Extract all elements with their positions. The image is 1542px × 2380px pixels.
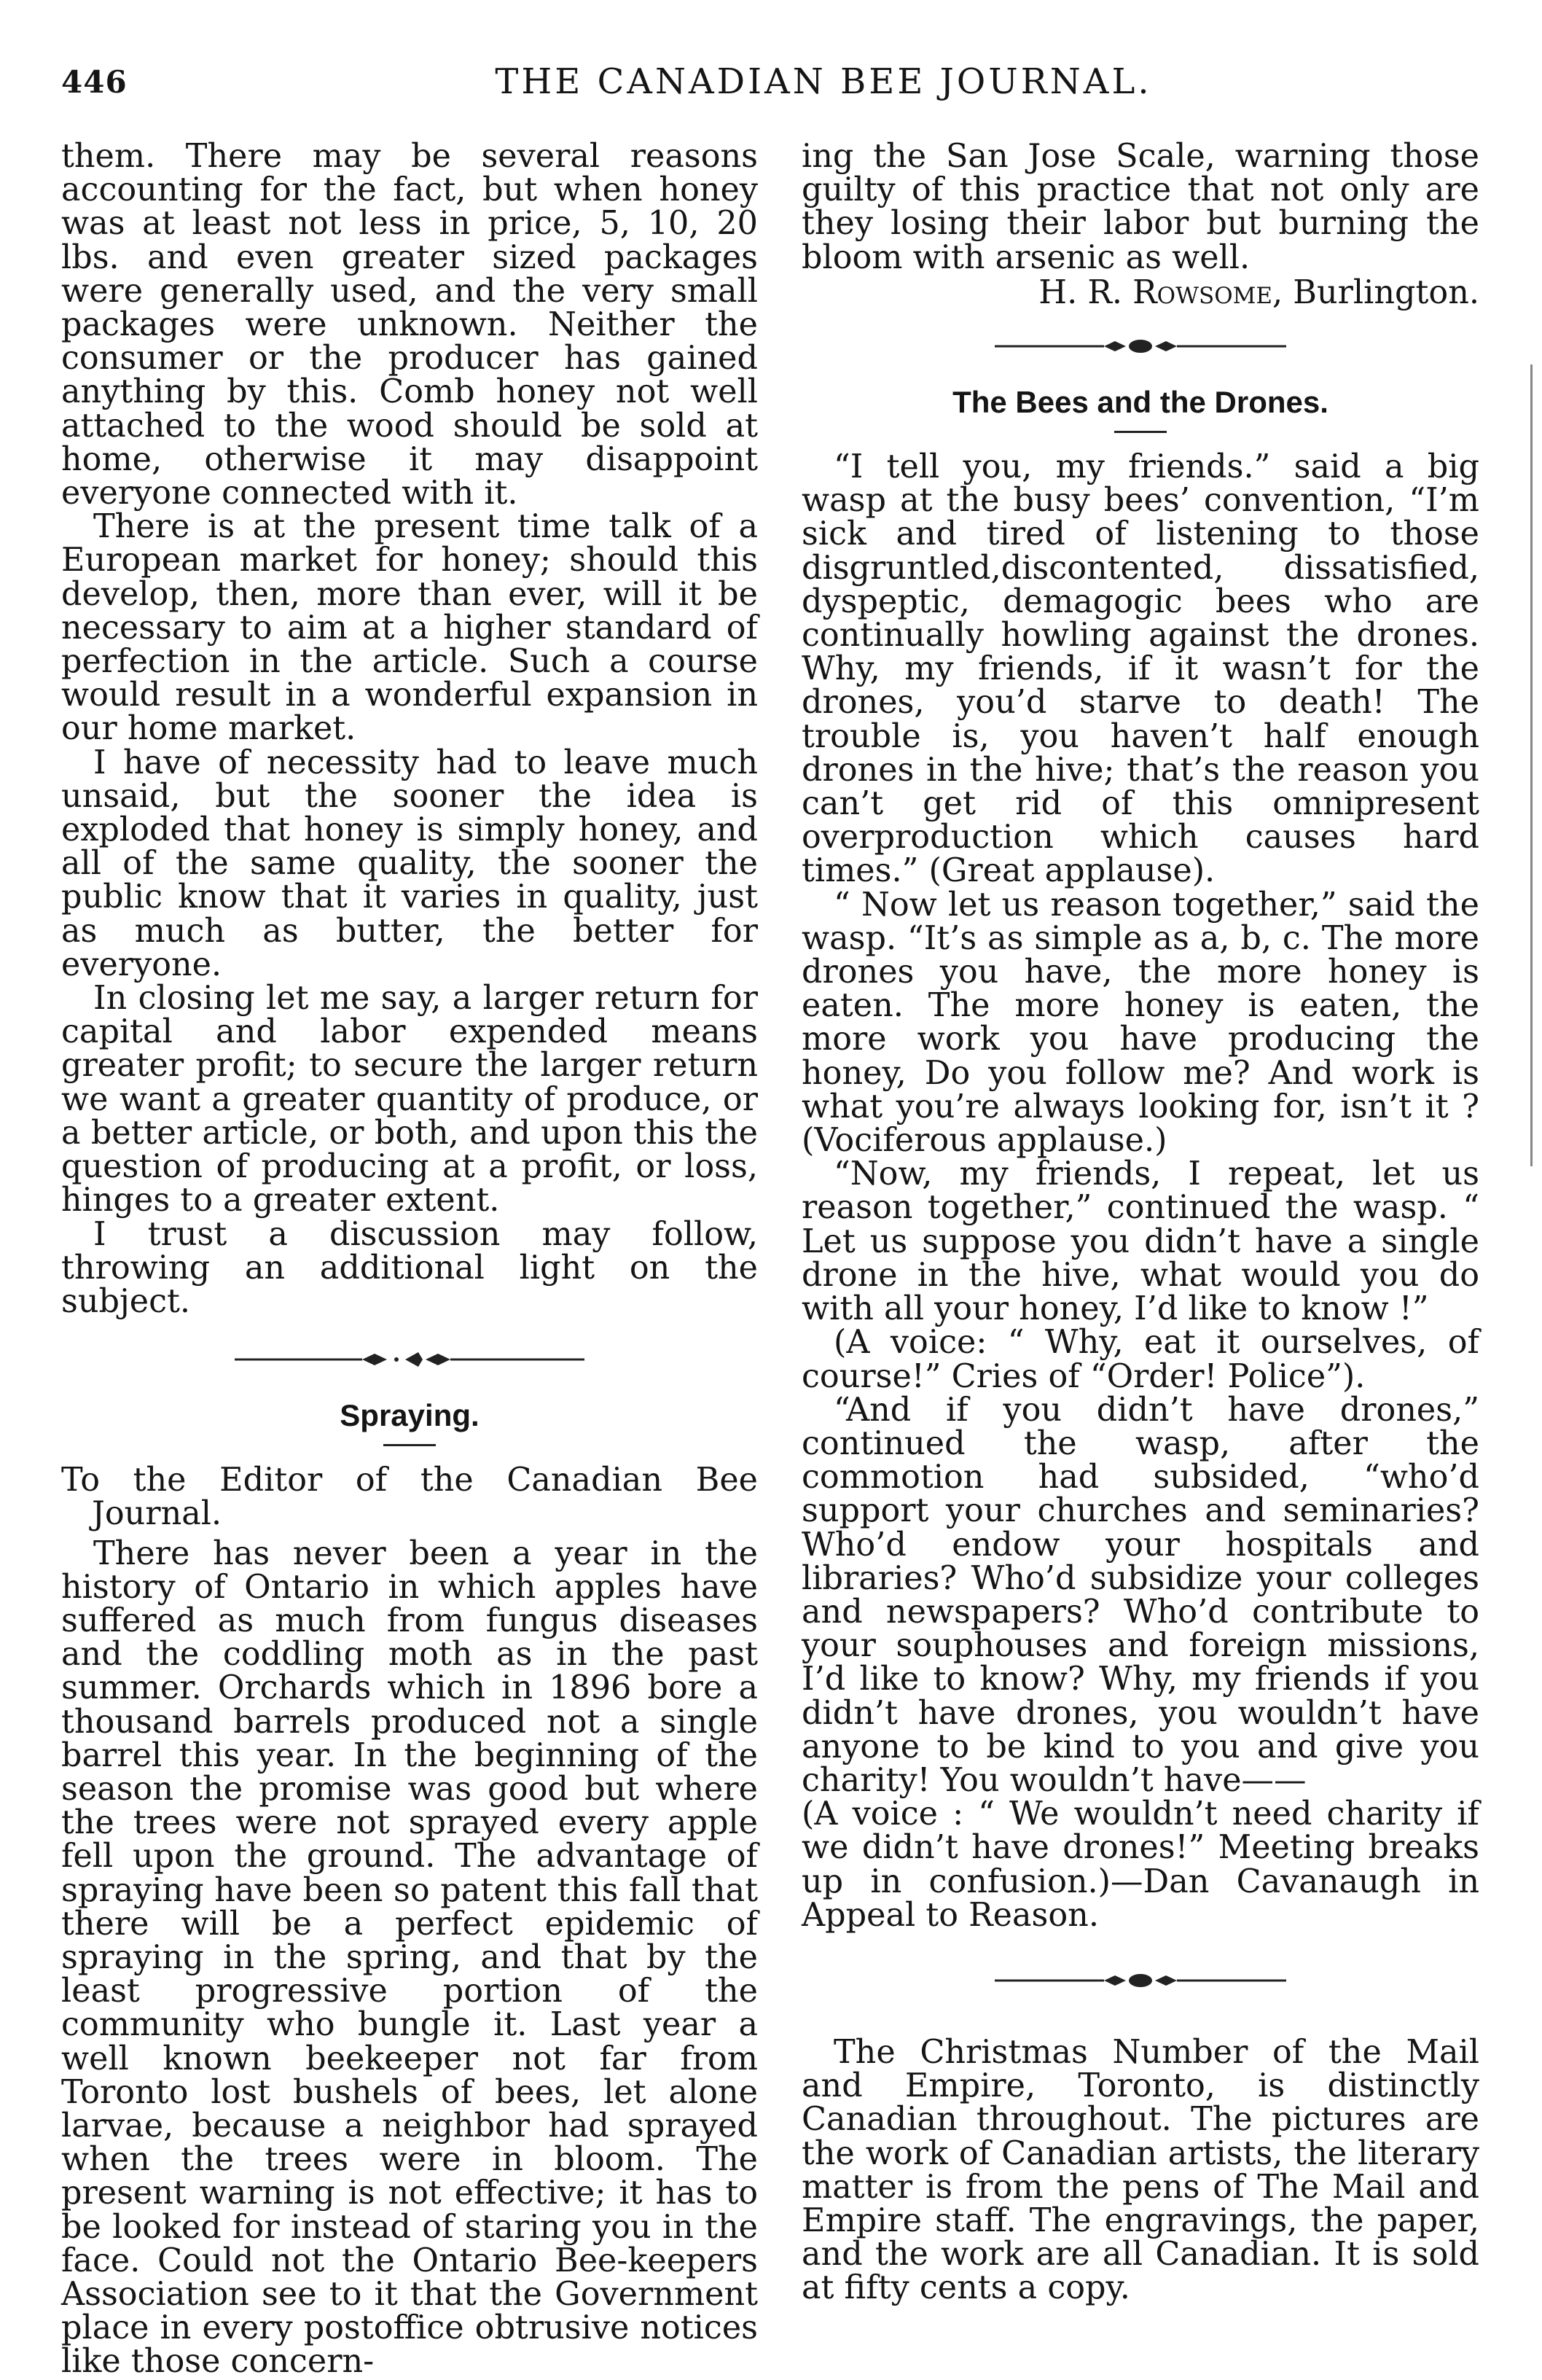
page-number: 446 (61, 64, 128, 100)
right-column (802, 140, 1479, 2306)
paragraph: (A voice : “ We wouldn’t need charity if we didn’t have drones!” Meeting breaks up in confusion.)—Dan Cavanaugh in Appeal to Reason. (802, 1795, 1479, 1934)
paragraph: “ Now let us reason together,” said the wasp. “It’s as simple as a, b, c. The more drones you have, the more honey is eaten. The more honey is eaten, the more work you have producing the honey, Do you follow me? And work is what you’re always looking for, isn’t it ? (Vociferous applause.) (802, 886, 1479, 1160)
section-heading: Spraying. (340, 1398, 480, 1433)
salutation: To the Editor of the Canadian Bee Journal. (61, 1462, 758, 1533)
signature-place: , Burlington. (1272, 273, 1479, 311)
section-heading: The Bees and the Drones. (952, 385, 1328, 420)
signature (802, 273, 1479, 311)
paragraph: I trust a discussion may follow, throwing an additional light on the subject. (61, 1215, 758, 1320)
heading-rule (1114, 431, 1167, 433)
signature-name: H. R. Rowsome (1038, 273, 1272, 311)
ornament-divider (235, 1345, 584, 1374)
left-column (61, 140, 758, 2379)
paragraph: In closing let me say, a larger return for capital and labor expended means greater profit; to secure the larger return we want a greater quantity of produce, or a better article, or both, and upon this the question of producing at a profit, or loss, hinges to a greater extent. (61, 980, 758, 1220)
ornament-divider (995, 332, 1286, 361)
paragraph: There is at the present time talk of a European market for honey; should this develop, then, more than ever, will it be necessary to aim at a higher standard of perfection in the article. Such a course would result in a wonderful expansion in our home market. (61, 508, 758, 748)
paragraph: The Christmas Number of the Mail and Empire, Toronto, is distinctly Canadian throughout. The pictures are the work of Canadian artists, the literary matter is from the pens of The Mail and Empire staff. The engravings, the paper, and the work are all Canadian. It is sold at fifty cents a copy. (802, 2033, 1479, 2307)
heading-rule (383, 1444, 436, 1446)
paragraph: “And if you didn’t have drones,” continued the wasp, after the commotion had subsided, “who’d support your churches and seminaries? Who’d endow your hospitals and libraries? Who’d subsidize your colleges and newspapers? Who’d contribute to your souphouses and foreign missions, I’d like to know? Why, my friends if you didn’t have drones, you wouldn’t have anyone to be kind to you and give you charity! You wouldn’t have—— (802, 1391, 1479, 1799)
paragraph: “I tell you, my friends.” said a big wasp at the busy bees’ convention, “I’m sick and tired of listening to those disgruntled,discontented, dissatisfied, dyspeptic, demagogic bees who are continually howling against the drones. Why, my friends, if it wasn’t for the drones, you’d starve to death! The trouble is, you haven’t half enough drones in the hive; that’s the reason you can’t get rid of this omnipresent overproduction which causes hard times.” (Great applause). (802, 448, 1479, 890)
paragraph: There has never been a year in the history of Ontario in which apples have suffered as much from fungus diseases and the coddling moth as in the past summer. Orchards which in 1896 bore a thousand barrels produced not a single barrel this year. In the beginning of the season the promise was good but where the trees were not sprayed every apple fell upon the ground. The advantage of spraying have been so patent this fall that there will be a perfect epidemic of spraying in the spring, and that by the least progressive portion of the community who bungle it. Last year a well known beekeeper not far from Toronto lost bushels of bees, let alone larvae, because a neighbor had sprayed when the trees were in bloom. The present warning is not effective; it has to be looked for instead of staring you in the face. Could not the Ontario Bee-keepers Association see to it that the Government place in every postoffice obtrusive notices like those concern- (61, 1534, 758, 2380)
journal-title: THE CANADIAN BEE JOURNAL. (495, 61, 1152, 102)
margin-rule (1530, 364, 1533, 1166)
paragraph: them. There may be several reasons accounting for the fact, but when honey was at least not less in price, 5, 10, 20 lbs. and even greater sized packages were generally used, and the very small packages were unknown. Neither the consumer or the producer has gained anything by this. Comb honey not well attached to the wood should be sold at home, otherwise it may disappoint everyone connected with it. (61, 138, 758, 512)
paragraph: (A voice: “ Why, eat it ourselves, of course!” Cries of “Order! Police”). (802, 1324, 1479, 1395)
paragraph: ing the San Jose Scale, warning those guilty of this practice that not only are they losing their labor but burning the bloom with arsenic as well. (802, 138, 1479, 276)
ornament-divider (995, 1966, 1286, 1995)
paragraph: “Now, my friends, I repeat, let us reason together,” continued the wasp. “ Let us suppose you didn’t have a single drone in the hive, what would you do with all your honey, I’d like to know !” (802, 1155, 1479, 1328)
paragraph: I have of necessity had to leave much unsaid, but the sooner the idea is exploded that honey is simply honey, and all of the same quality, the sooner the public know that it varies in quality, just as much as butter, the better for everyone. (61, 744, 758, 983)
